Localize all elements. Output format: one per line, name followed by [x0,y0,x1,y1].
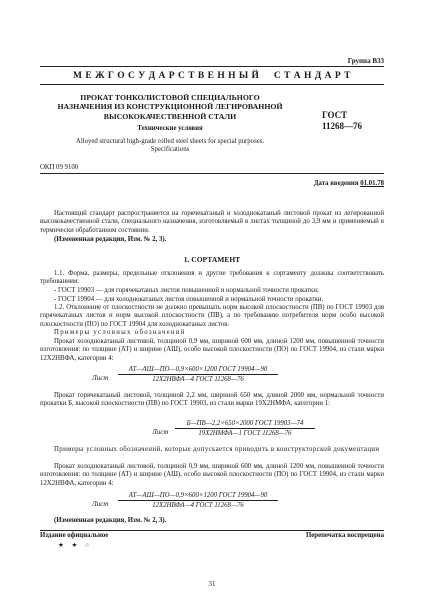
formula-3-numerator: АТ—АШ—ПО—0,9×600×1200 ГОСТ 19904—90 [118,492,278,501]
examples-heading: Примеры условных обозначений [54,329,186,336]
introduction-date-value: 01.01.78 [360,180,384,187]
document-title [40,93,300,121]
page-number: 31 [208,580,216,588]
example-2: Прокат горячекатаный листовой, толщиной 2,2 мм, шириной 650 мм, длиной 2000 мм, нормальной точности прокатки Б, высокой плоскостности (ПВ) по ГОСТ 19903, из стали марки 19Х2НМФА, категории 1: [40,392,384,408]
preamble-text: Настоящий стандарт распространяется на горячекатаный и холоднокатаный листовой прокат из легированной высококачественной стали, специального назначения, изготовляемый в листах толщиной до 3,9 мм и применяемый в термически обработанном состоянии. [40,210,384,234]
reprint-prohibited-label: Перепечатка воспрещена [306,532,384,539]
formula-1 [118,366,278,383]
group-label: Группа В33 [347,57,384,65]
clause-1-1-item-a: - ГОСТ 19903 — для горячекатаных листов повышенной и нормальной точности прокатки; [54,287,319,294]
example-1: Прокат холоднокатаный листовой, толщиной 0,9 мм, шириной 600 мм, длиной 1200 мм, повышенной точности изготовления: по толщине (АТ) и ширине (АШ), особо высокой плоскостности (ПО) по ГОСТ 19904, из стали марки 12Х2НВФА, категории 4: [40,338,384,362]
formula-3 [118,492,278,509]
formula-3-denominator: 12Х2НВФА—4 ГОСТ 11268—76 [152,502,244,509]
english-title [40,138,300,155]
english-title-line: Alloyed structural high-grade rolled steel sheets for special purposes. [75,138,265,145]
edition-marks: ★ ★ ○ [58,542,92,549]
formula-2-denominator: 19Х2НМФА—1 ГОСТ 11268—76 [198,430,292,437]
introduction-date [314,180,384,187]
clause-1-1: 1.1. Форма, размеры, предельные отклонения и другие требования к сортаменту должны соответствовать требованиям: [40,270,384,286]
title-line: ВЫСОКОКАЧЕСТВЕННОЙ СТАЛИ [103,111,237,121]
formula-2 [175,420,315,437]
gost-designation [322,110,362,132]
preamble-edition: (Измененная редакция, Изм. № 2, 3). [54,236,167,243]
okp-code: ОКП 09 9100 [40,164,79,171]
standard-banner: М Е Ж Г О С У Д А Р С Т В Е Н Н Ы Й С Т А Н Д А Р Т [73,71,351,81]
official-edition-label: Издание официальное [40,532,109,539]
title-line: ПРОКАТ ТОНКОЛИСТОВОЙ СПЕЦИАЛЬНОГО [80,93,260,102]
footer-rule [40,530,384,531]
gost-number: 11268—76 [322,121,363,131]
formula-1-label: Лист [92,374,109,382]
examples-heading-2: Примеры условных обозначений, которые допускается приводить в конструкторской документации [54,446,380,453]
clause-1-2: 1.2. Отклонение от плоскостности не должно превышать норм высокой плоскостности (ПВ) по ГОСТ 19903 для горячекатаных листов и норм высокой плоскостности (ПВ), а по требованию потребителя норм особо высокой плоскостности (ПО) по ГОСТ 19904 для холоднокатаных листов. [40,304,384,328]
document-subtitle: Технические условия [137,125,203,132]
formula-1-denominator: 12Х2НВФА—4 ГОСТ 11268—76 [152,376,244,383]
formula-3-label: Лист [92,500,109,508]
clause-1-1-item-b: - ГОСТ 19904 — для холоднокатаных листов повышенной и нормальной точности прокатки. [54,295,324,303]
section-heading: 1. СОРТАМЕНТ [183,255,241,264]
banner-rule [40,84,384,85]
english-title-line: Specifications [150,146,190,154]
okp-rule [40,173,384,174]
formula-2-label: Лист [152,428,169,436]
section-edition: (Измененная редакция, Изм. № 2, 3). [54,517,167,524]
title-line: НАЗНАЧЕНИЯ ИЗ КОНСТРУКЦИОННОЙ ЛЕГИРОВАННОЙ [57,102,283,112]
gost-label: ГОСТ [322,110,348,120]
top-rule [40,66,384,67]
formula-1-numerator: АТ—АШ—ПО—0,9×600×1200 ГОСТ 19904—90 [118,366,278,375]
introduction-date-label: Дата введения [313,180,359,187]
formula-2-numerator: Б—ПВ—2,2×650×2000 ГОСТ 19903—74 [175,420,315,429]
example-3: Прокат холоднокатаный листовой, толщиной 0,9 мм, шириной 600 мм, длиной 1200 мм, повышенной точности изготовления: по толщине (АТ) и ширине (АШ), особо высокой плоскостности (ПО) по ГОСТ 19904, из стали марки 12Х2НВФА, категории 4: [40,463,384,487]
